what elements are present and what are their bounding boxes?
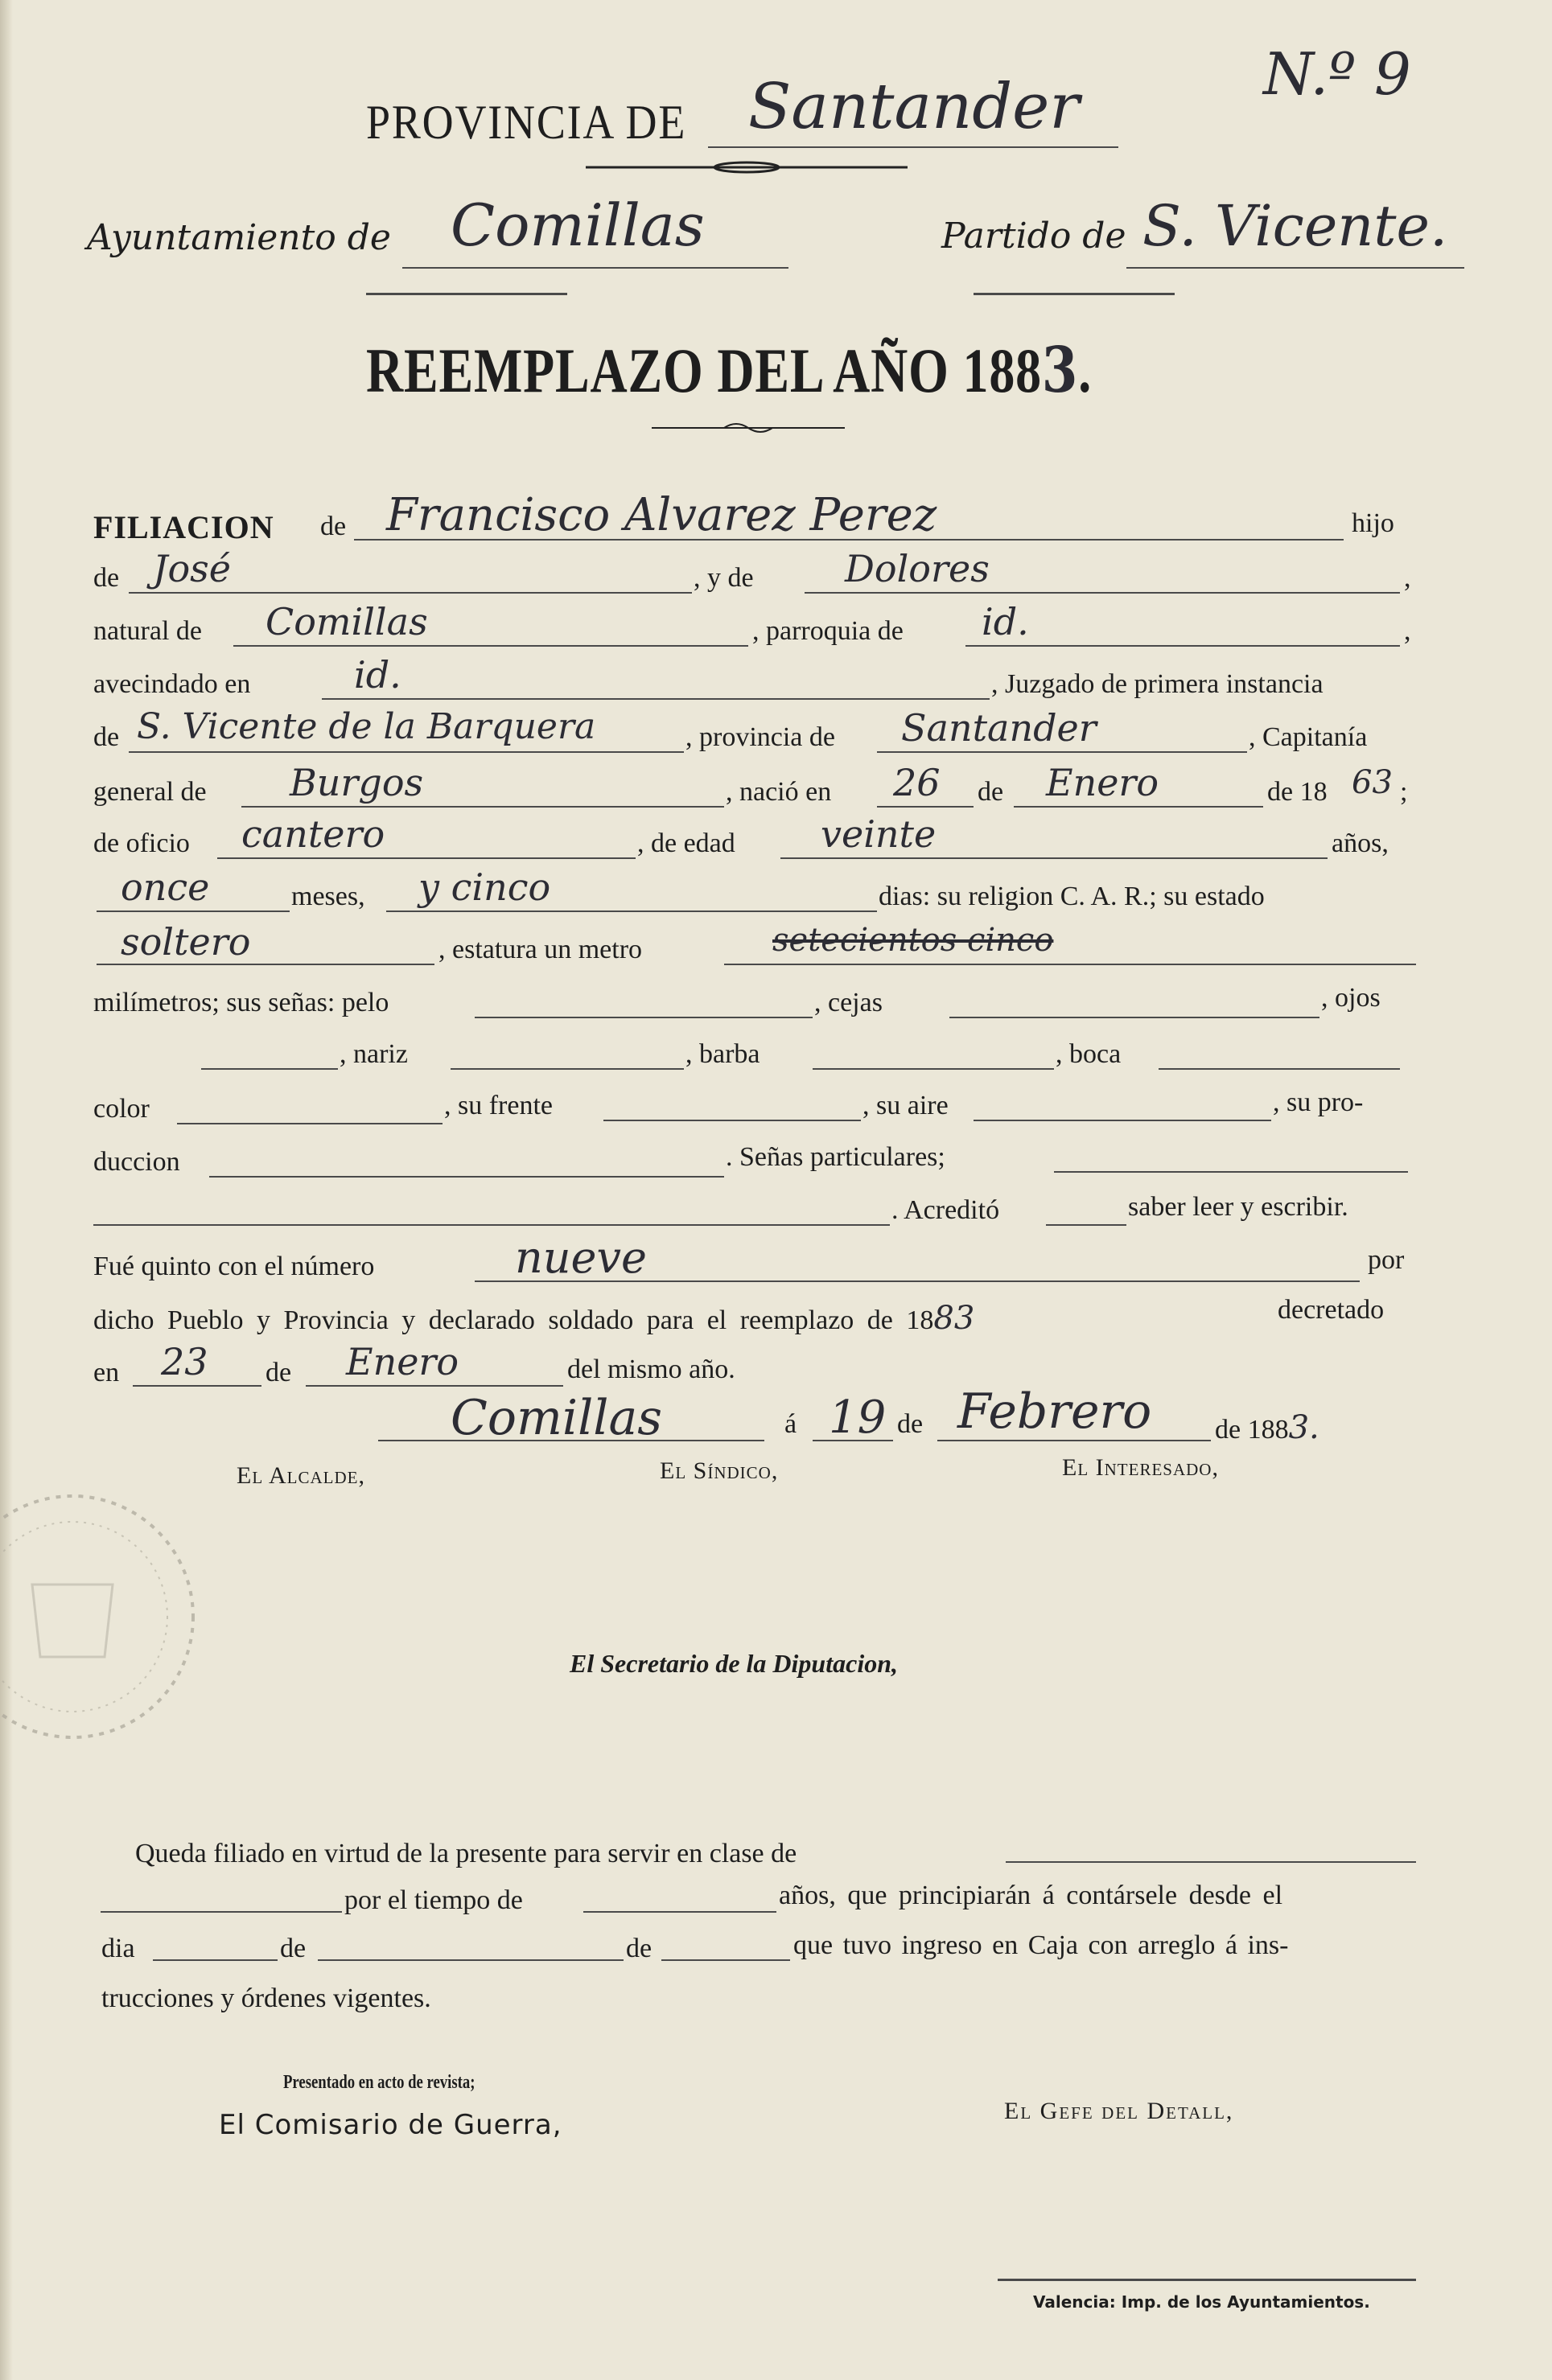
pelo-line [475, 1017, 813, 1018]
nacio-label: , nació en [726, 777, 832, 807]
frente-line [603, 1120, 861, 1121]
parroquia-value: id. [982, 600, 1029, 643]
oficio-value: cantero [241, 812, 385, 856]
footer-line-3d: que tuvo ingreso en Caja con arreglo á ins- [793, 1930, 1289, 1960]
color-label: color [93, 1094, 150, 1124]
mes-nacimiento: Enero [1046, 761, 1159, 804]
capitania-line [241, 806, 724, 808]
anio-nacimiento: 63 [1352, 764, 1393, 801]
en-label: en [93, 1358, 120, 1387]
provincia-value: Santander [748, 71, 1080, 143]
senas-label: . Señas particulares; [726, 1142, 945, 1172]
semicolon-nac: ; [1400, 777, 1408, 807]
anios-label: años, [1332, 828, 1389, 858]
decreto-mes-line [306, 1385, 563, 1387]
footer-line-2b: años, que principiarán á contársele desde el [779, 1881, 1283, 1910]
boca-label: , boca [1056, 1039, 1122, 1069]
imprenta-label: Valencia: Imp. de los Ayuntamientos. [1033, 2292, 1370, 2312]
cejas-label: , cejas [814, 988, 883, 1017]
fecha-anio-label: de 188 [1215, 1415, 1289, 1445]
title-period: . [1078, 335, 1093, 405]
avecindado-label: avecindado en [93, 669, 251, 699]
ornament-divider-top [586, 159, 908, 175]
tiempo-line [583, 1911, 776, 1913]
decreto-dia-line [133, 1385, 261, 1387]
estatura-line [724, 964, 1416, 965]
faded-stamp-seal [0, 1448, 225, 1786]
decretado-label: decretado [1278, 1295, 1385, 1325]
numero-value: N.º 9 [1263, 40, 1411, 108]
ojos-line [201, 1068, 338, 1070]
secretario-label: El Secretario de la Diputacion, [570, 1649, 898, 1678]
fecha-mes-line [937, 1440, 1211, 1441]
ojos-label: , ojos [1321, 983, 1381, 1013]
produccion-label: , su pro- [1273, 1087, 1364, 1117]
father-line [129, 592, 692, 594]
quinto-line [475, 1280, 1360, 1282]
dia-nac-line [877, 806, 974, 808]
de-label-nac: de [978, 777, 1004, 807]
imprenta-rule [998, 2279, 1416, 2281]
parroquia-line [965, 645, 1400, 647]
juzgado-line [129, 751, 684, 753]
dias-label: dias: su religion C. A. R.; su estado [879, 882, 1265, 911]
quinto-label: Fué quinto con el número [93, 1252, 375, 1281]
natural-label: natural de [93, 616, 202, 646]
avecindado-value: id. [354, 653, 401, 697]
parroquia-label: , parroquia de [752, 616, 904, 646]
title-year-digit: 3 [1041, 334, 1079, 407]
provincia-underline [708, 146, 1118, 148]
aire-label: , su aire [862, 1091, 949, 1120]
partido-label: Partido de [941, 216, 1126, 257]
mother-line [805, 592, 1400, 594]
estatura-value: setecientos cinco [772, 922, 1054, 959]
edad-line [780, 857, 1328, 859]
juzgado-value: S. Vicente de la Barquera [137, 706, 596, 747]
clase-line [1006, 1861, 1416, 1863]
fecha-anio-digit: 3. [1288, 1409, 1319, 1446]
name-line [354, 539, 1344, 541]
a-label: á [784, 1409, 797, 1439]
mes-line [318, 1959, 624, 1961]
acredito-line [1046, 1224, 1126, 1226]
meses-value: once [121, 865, 210, 909]
partido-value: S. Vicente. [1142, 193, 1448, 259]
decreto-de-label: de [266, 1358, 292, 1387]
oficio-line [217, 857, 636, 859]
dia-nacimiento: 26 [893, 761, 941, 804]
presentado-label: Presentado en acto de revista; [283, 2072, 475, 2093]
capitania-label: , Capitanía [1249, 722, 1368, 752]
dias-line [386, 910, 877, 912]
juzgado-de: de [93, 722, 120, 752]
por-label: por [1368, 1245, 1405, 1275]
interesado-label: El Interesado, [1062, 1454, 1219, 1481]
nariz-line [451, 1068, 684, 1070]
fecha-mes: Febrero [957, 1383, 1152, 1440]
comisario-label: El Comisario de Guerra, [219, 2109, 562, 2141]
edad-value: veinte [821, 812, 937, 856]
estado-value: soltero [121, 920, 251, 964]
footer-line-4: trucciones y órdenes vigentes. [101, 1983, 431, 2013]
barba-label: , barba [685, 1039, 760, 1069]
senas-continued-line [93, 1224, 890, 1226]
footer-line-1: Queda filiado en virtud de la presente para servir en clase de [135, 1839, 797, 1868]
page-binding-edge [0, 0, 13, 2380]
gefe-label: El Gefe del Detall, [1004, 2098, 1234, 2124]
footer-line-2a: por el tiempo de [344, 1885, 523, 1915]
avecindado-line [322, 698, 990, 700]
estatura-label: , estatura un metro [438, 935, 643, 964]
boca-line [1159, 1068, 1400, 1070]
fecha-anio [1215, 1409, 1319, 1446]
juzgado-label: , Juzgado de primera instancia [991, 669, 1324, 699]
natural-value: Comillas [266, 600, 428, 643]
footer-line-3c: de [626, 1934, 652, 1963]
provincia-label: PROVINCIA DE [366, 96, 687, 149]
page-title [366, 334, 1092, 407]
frente-label: , su frente [444, 1091, 554, 1120]
color-line [177, 1123, 443, 1124]
edad-label: , de edad [637, 828, 735, 858]
sindico-label: El Síndico, [660, 1457, 779, 1484]
mes-nac-line [1014, 806, 1263, 808]
tiempo-start-line [101, 1911, 342, 1913]
cejas-line [949, 1017, 1319, 1018]
milimetros-label: milímetros; sus señas: pelo [93, 988, 389, 1017]
aire-line [974, 1120, 1271, 1121]
duccion-line [209, 1176, 724, 1178]
alcalde-label: El Alcalde, [237, 1462, 365, 1489]
senas-line [1054, 1171, 1408, 1173]
nariz-label: , nariz [340, 1039, 408, 1069]
general-label: general de [93, 777, 207, 807]
barba-line [813, 1068, 1054, 1070]
natural-line [233, 645, 748, 647]
estado-line [97, 964, 434, 965]
provincia-field-value: Santander [901, 706, 1097, 750]
meses-line [97, 910, 290, 912]
dia-line [153, 1959, 278, 1961]
provincia-field-line [877, 751, 1247, 753]
mother-label: , y de [694, 563, 754, 593]
footer-line-3a: dia [101, 1934, 135, 1963]
ornament-divider-title [652, 420, 845, 436]
reemplazo-digits: 83 [933, 1300, 975, 1337]
ayuntamiento-value: Comillas [451, 191, 705, 259]
capitania-value: Burgos [290, 761, 424, 804]
mismo-label: del mismo año. [567, 1354, 735, 1384]
filiacion-label: FILIACION [93, 509, 274, 545]
filiacion-de: de [320, 512, 347, 541]
fecha-dia-line [813, 1440, 893, 1441]
quinto-number: nueve [515, 1232, 647, 1283]
meses-label: meses, [291, 882, 365, 911]
anio-label-nac: de 18 [1267, 777, 1328, 807]
filiacion-name: Francisco Alvarez Perez [386, 489, 937, 541]
partido-underline [1126, 267, 1464, 269]
oficio-label: de oficio [93, 828, 190, 858]
footer-line-3b: de [280, 1934, 307, 1963]
ayuntamiento-label: Ayuntamiento de [87, 217, 391, 258]
dias-value: y cinco [418, 865, 551, 909]
fecha-dia: 19 [829, 1391, 887, 1444]
duccion-label: duccion [93, 1147, 180, 1177]
decreto-mes: Enero [346, 1340, 459, 1383]
title-text: REEMPLAZO DEL AÑO 188 [366, 335, 1042, 405]
divider-left [366, 293, 567, 295]
divider-right [974, 293, 1175, 295]
mother-value: Dolores [845, 547, 990, 590]
fecha-de-label: de [897, 1409, 924, 1439]
declarado-label: dicho Pueblo y Provincia y declarado soldado para el reemplazo de 18 [93, 1305, 934, 1335]
ayuntamiento-underline [402, 267, 788, 269]
hijo-label: hijo [1352, 508, 1394, 538]
provincia-field-label: , provincia de [685, 722, 835, 752]
leer-label: saber leer y escribir. [1128, 1192, 1348, 1222]
decreto-dia: 23 [161, 1340, 208, 1383]
comma-1: , [1404, 563, 1411, 593]
anio-line [661, 1959, 790, 1961]
lugar-value: Comillas [451, 1390, 663, 1446]
father-value: José [153, 547, 231, 590]
father-label: de [93, 563, 120, 593]
acredito-label: . Acreditó [891, 1195, 1000, 1225]
declarado-text [93, 1300, 974, 1337]
comma-2: , [1404, 616, 1411, 646]
